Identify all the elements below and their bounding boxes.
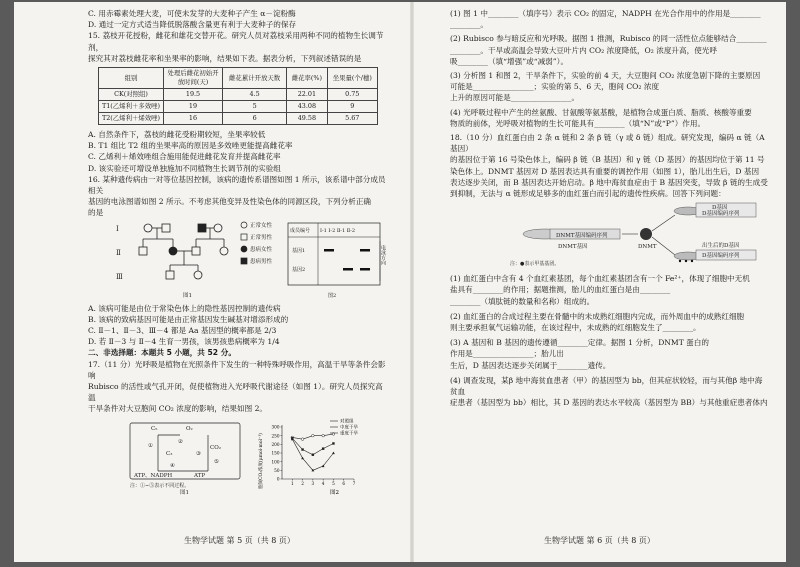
cell: CK(对照组) — [99, 89, 164, 101]
label-c5: C₅ — [151, 425, 158, 432]
table-row — [99, 101, 378, 113]
x-tick-label: 3 — [311, 480, 315, 486]
step-3: ③ — [196, 450, 201, 457]
q17-part-1b: ________。 — [450, 20, 488, 30]
y-tick-label: 200 — [271, 441, 280, 447]
gen-label-3: Ⅲ — [116, 272, 123, 281]
cell: 6 — [223, 113, 287, 125]
data-point — [312, 453, 314, 455]
label-atp: ATP — [194, 472, 206, 479]
q15-text-2: 探究其对荔枝雌花率和坐果率的影响，结果如下表。据表分析，下列叙述错误的是 — [88, 53, 362, 63]
data-point — [301, 456, 304, 459]
x-tick-label: 6 — [342, 480, 346, 486]
fig1-caption: 图1 — [183, 292, 192, 299]
dnmt-gene-label: DNMT基因 — [558, 244, 588, 251]
label-o2: O₂ — [186, 425, 193, 432]
fig1-note: 注：①~⑤表示不同过程。 — [130, 482, 190, 489]
cell: 9 — [327, 101, 377, 113]
cell: 0.75 — [327, 89, 377, 101]
q18-part-3c: 生后，D 基因表达逐步关闭属于________遗传。 — [450, 360, 611, 370]
label-c3: C₃ — [166, 450, 173, 457]
step-1: ① — [148, 442, 153, 449]
q17-part-2c: 吸________（填“增强”或“减弱”）。 — [450, 56, 569, 66]
q18-part-3a: (3) A 基因和 B 基因的遗传遵循________定律。据图 1 分析，DNMT 蛋白的 — [450, 338, 709, 348]
q18-text-5: 到抑制，无法与 α 链形成足够多的血红蛋白而引起的遗传性疾病。回答下列问题： — [450, 189, 726, 199]
q16-option-c: C. Ⅱ－1、Ⅱ－3、Ⅲ－4 都是 Aa 基因型的概率都是 2/3 — [88, 326, 277, 336]
data-point — [322, 447, 324, 449]
q16-text-2: 基因的电泳图谱如图 2 所示。不考虑其他变异及性染色体的同源区段，下列分析正确 — [88, 197, 372, 207]
cell: T2(乙烯利＋烯效唑) — [99, 113, 164, 125]
d-gene-seq-bottom: D基因编码序列 — [702, 253, 740, 260]
q16-option-d: D. 若 Ⅱ－3 与 Ⅱ－4 生育一男孩，该男孩患病概率为 1/4 — [88, 337, 280, 347]
data-point — [301, 438, 304, 441]
cell: 43.08 — [287, 101, 327, 113]
pedigree-male — [139, 247, 147, 255]
th-female-rate: 雌花率(%) — [287, 68, 327, 89]
d-gene-seq-top: D基因编码序列 — [702, 211, 740, 218]
after-birth-label: 出生后的D基因 — [702, 243, 740, 250]
x-tick-label: 4 — [321, 480, 325, 486]
q18-part-4a: (4) 调查发现，某β 地中海贫血患者（甲）的基因型为 bb，但其症状较轻，而与其他β 地中海贫血 — [450, 375, 763, 397]
gen-label-2: Ⅱ — [116, 248, 121, 257]
electro-columns: Ⅰ-1 Ⅰ-2 Ⅱ-1 Ⅱ-2 — [320, 227, 355, 234]
affected-female — [169, 247, 177, 255]
q17-part-2b: ________。干旱或高温会导致大豆叶片内 CO₂ 浓度降低，O₂ 浓度升高，使光呼 — [450, 45, 717, 55]
data-point — [301, 448, 303, 450]
y-tick-label: 150 — [271, 450, 280, 456]
electro-direction: 电泳方向 — [380, 244, 386, 265]
q17-part-3a: (3) 分析图 1 和图 2，干旱条件下，实验的前 4 天，大豆胞间 CO₂ 浓度急剧下降的主要原因 — [450, 71, 761, 81]
q15-option-d: D. 该实验还可增设单独施加不同植物生长调节剂的实验组 — [88, 163, 281, 173]
legend-label: 重度干旱 — [340, 431, 358, 437]
q18-part-2a: (2) 血红蛋白的合成过程主要在骨髓中的未成熟红细胞内完成，而外周血中的成熟红细胞 — [450, 311, 745, 321]
q17-text-2: Rubisco 的活性或气孔开闭，促使植物进入光呼吸代谢途径（如图 1）。研究人员探究高温 — [88, 382, 383, 403]
y-tick-label: 100 — [271, 458, 280, 464]
right-page — [450, 8, 768, 408]
q16-option-b: B. 该病的致病基因可能是由正常基因发生碱基对增添形成的 — [88, 314, 289, 324]
fig1-caption: 图1 — [180, 489, 189, 495]
dnmt-diagram — [450, 199, 768, 273]
d-gene-top-label: D基因 — [712, 205, 728, 212]
q17-part-3c: 上升的原因可能是________________。 — [450, 93, 580, 103]
q17-text-1: 17.（11 分）光呼吸是植物在光照条件下发生的一种特殊呼吸作用，高温干旱等条件会影响 — [88, 359, 386, 380]
electro-header: 成员编号 — [290, 227, 311, 234]
q17-part-2a: (2) Rubisco 参与暗反应和光呼吸。据图 1 推测，Rubisco 的同一活性位点能够结合________ — [450, 34, 767, 44]
section-2-heading: 二、非选择题：本题共 5 小题，共 52 分。 — [88, 348, 236, 358]
table-row — [99, 89, 378, 101]
pedigree-female — [214, 224, 222, 232]
cell: T1(乙烯利＋多效唑) — [99, 101, 164, 113]
q18-part-3b: 作用是________________；胎儿出 — [450, 349, 564, 359]
q16-text-1: 16. 某种遗传病由一对等位基因控制，该病的遗传系谱图如图 1 所示，该系谱中部分成员相关 — [88, 174, 386, 196]
co2-line-chart — [256, 415, 386, 495]
q15-table — [98, 67, 378, 125]
affected-male — [198, 224, 206, 232]
data-point — [332, 451, 335, 454]
electrophoresis-diagram — [288, 223, 386, 299]
q17-part-4b: 物质的前体，光呼吸对植物的生长可能具有________（填“N”或“P”）作用。 — [450, 118, 706, 128]
legend-label: 中度干旱 — [340, 425, 358, 431]
data-point — [332, 442, 334, 444]
q18-part-1c: ________（填肽链的数量和名称）组成的。 — [450, 296, 595, 306]
dnmt-seq-label: DNMT基因编码序列 — [556, 233, 608, 240]
series-line-1 — [292, 438, 333, 454]
q18-part-4b: 症患者（基因型为 bb）相比，其 D 基因的表达水平较高（基因型为 BB）与其他重症患者体内 — [450, 398, 768, 408]
gen-label-1: Ⅰ — [116, 224, 119, 233]
band — [324, 249, 334, 252]
q18-text-4: 表达逐步关闭，而 B 基因表达开始启动。β 地中海贫血症由于 B 基因突变，导致 β 链的生成受 — [450, 177, 768, 187]
band — [343, 268, 353, 271]
q16-text-3: 的是 — [88, 208, 104, 218]
electro-row-gene1: 基因1 — [292, 247, 306, 254]
label-co2: CO₂ — [210, 444, 221, 451]
q17-text-3: 干旱条件对大豆胞间 CO₂ 浓度的影响，结果如图 2。 — [88, 404, 268, 414]
fig2-caption: 图2 — [330, 489, 339, 495]
cell: 16 — [164, 113, 223, 125]
q15-option-c: C. 乙烯利＋烯效唑组合施用能促进雌花发育并提高雌花率 — [88, 152, 281, 162]
pedigree-female — [194, 271, 202, 279]
cell: 19 — [164, 101, 223, 113]
x-tick-label: 2 — [301, 480, 304, 486]
cell: 22.01 — [287, 89, 327, 101]
q18-text-3: 染色体上。DNMT 基因对 D 基因表达具有重要的调控作用（如图 1），胎儿出生后，D 基因 — [450, 166, 760, 176]
q15-text-1: 15. 荔枝开花授粉，雌花和雄花交替开花。研究人员对荔枝采用两种不同的植物生长调节剂， — [88, 31, 384, 52]
q16-option-a: A. 该病可能是由位于常染色体上的隐性基因控制的遗传病 — [88, 303, 281, 313]
pedigree-diagram — [88, 219, 388, 303]
pedigree-female — [220, 247, 228, 255]
q18-part-1a: (1) 血红蛋白中含有 4 个血红素基团，每个血红素基团含有一个 Fe²⁺，体现了细胞中无机 — [450, 274, 750, 284]
q16-figures — [88, 219, 388, 303]
q18-part-2b: 则主要承担氧气运输功能，在该过程中，未成熟的红细胞发生了________。 — [450, 323, 701, 333]
y-tick-label: 250 — [271, 432, 280, 438]
q18-part-1b: 盐具有________的作用；据题推测，胎儿的血红蛋白是由________ — [450, 285, 671, 295]
legend-normal-female: 正常女性 — [250, 222, 273, 229]
left-footer: 生物学试题 第 5 页（共 8 页） — [184, 536, 295, 545]
x-tick-label: 1 — [290, 480, 294, 486]
legend-affected-female: 患病女性 — [250, 246, 273, 253]
y-tick-label: 300 — [271, 424, 280, 430]
q17-part-4a: (4) 光呼吸过程中产生的丝氨酸、甘氨酸等氨基酸，是植物合成蛋白质、脂质、核酸等重要 — [450, 107, 752, 117]
pedigree-male — [162, 224, 170, 232]
pedigree-male — [192, 247, 200, 255]
data-point — [312, 434, 315, 437]
q15-option-b: B. T1 组比 T2 组的坐果率高的原因是多效唑更能提高雌花率 — [88, 141, 293, 151]
pedigree-male — [166, 271, 174, 279]
cell: 5 — [223, 101, 287, 113]
exam-sheet — [14, 2, 786, 562]
right-footer: 生物学试题 第 6 页（共 8 页） — [544, 536, 655, 545]
fig2-caption: 图2 — [328, 292, 337, 299]
q14-option-d: D. 通过一定方式适当降低脱落酸含量更有利于大麦种子的保存 — [88, 20, 297, 30]
data-point — [322, 434, 325, 437]
q17-figures — [88, 415, 388, 495]
th-group: 组别 — [99, 68, 164, 89]
band — [360, 249, 370, 252]
cell: 49.58 — [287, 113, 327, 125]
legend-affected-male: 患病男性 — [250, 258, 273, 265]
left-page — [88, 8, 388, 495]
q17-part-1a: (1) 图 1 中________（填序号）表示 CO₂ 的固定，NADPH 在光合作用中的作用是________ — [450, 9, 761, 18]
step-2: ② — [178, 438, 183, 445]
th-fruit: 坐果量(个/穗) — [327, 68, 377, 89]
cell: 4.5 — [223, 89, 287, 101]
pedigree-female — [144, 224, 152, 232]
x-tick-label: 5 — [332, 480, 335, 486]
th-open-days: 雌花累计开放天数 — [223, 68, 287, 89]
chart-ylabel: 胞间CO₂浓度(μmol·mol⁻¹) — [259, 432, 264, 489]
band — [360, 268, 370, 271]
cell: 5.67 — [327, 113, 377, 125]
diagram-note: 注：●表示甲基基团。 — [510, 261, 560, 268]
electro-row-gene2: 基因2 — [292, 266, 306, 273]
q17-part-3b: 可能是________________；实验的第 5、6 天，胞间 CO₂ 浓度 — [450, 82, 660, 92]
step-5: ⑤ — [214, 458, 219, 465]
y-tick-label: 0 — [276, 476, 280, 482]
cell: 19.5 — [164, 89, 223, 101]
q18-text-2: 的基因位于第 16 号染色体上，编码 β 链（B 基因）和 γ 链（D 基因）的基因均位于第 11 号 — [450, 155, 765, 165]
th-open-time: 处理后雌花初始开放时间(天) — [164, 68, 223, 89]
legend-label: 对照组 — [340, 419, 354, 425]
label-atp-nadph: ATP、NADPH — [134, 472, 173, 479]
q14-option-c: C. 用赤霉素处理大麦，可使未发芽的大麦种子产生 α－淀粉酶 — [88, 9, 296, 18]
step-4: ④ — [170, 462, 175, 469]
x-tick-label: 7 — [352, 480, 356, 486]
y-tick-label: 50 — [274, 467, 280, 473]
table-row — [99, 113, 378, 125]
q18-text-1: 18.（10 分）血红蛋白由 2 条 α 链和 2 条 β 链（γ 或 δ 链）组成。研究发现，编码 α 链（A 基因） — [450, 133, 765, 154]
q15-option-a: A. 自然条件下，荔枝的雌花受粉期较短，坐果率较低 — [88, 130, 266, 140]
dnmt-protein-icon — [640, 228, 652, 240]
page-fold — [410, 2, 414, 562]
legend-normal-male: 正常男性 — [250, 234, 273, 241]
dnmt-protein-label: DNMT — [638, 244, 657, 251]
